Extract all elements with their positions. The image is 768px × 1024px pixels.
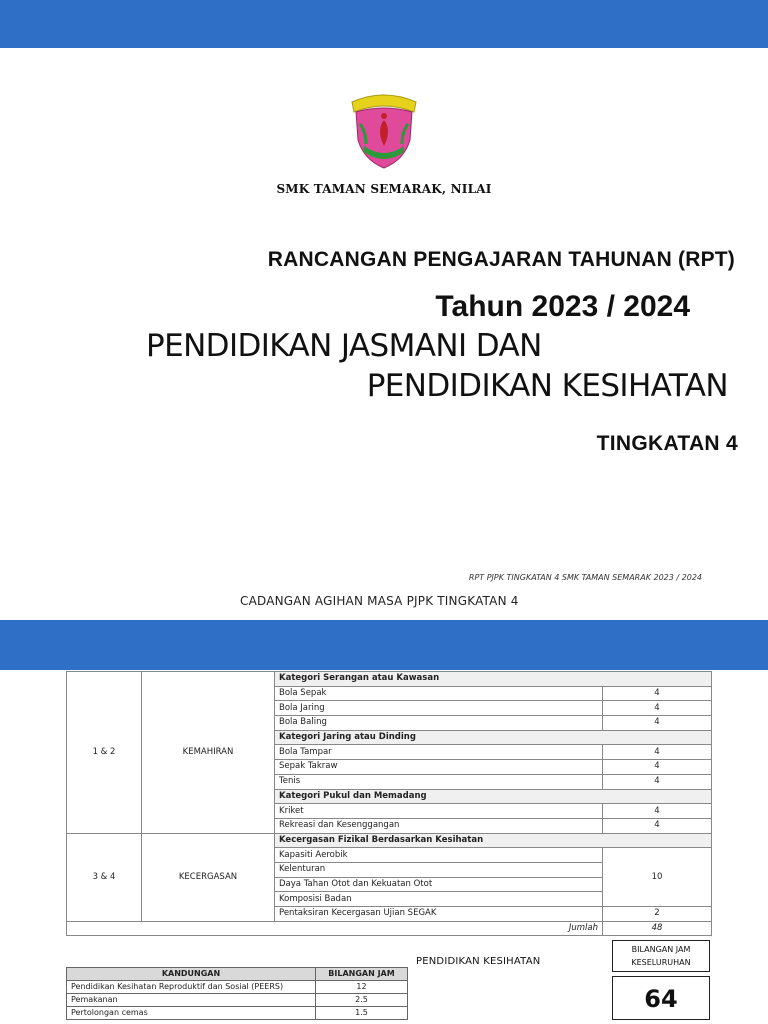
- hours-value: 4: [603, 701, 712, 716]
- column-header: BILANGAN JAM: [316, 968, 408, 981]
- total-row: [67, 921, 712, 936]
- hours-value: 12: [316, 981, 408, 994]
- activity-name: Sepak Takraw: [275, 760, 603, 775]
- hours-value: 4: [603, 774, 712, 789]
- page-break-banner: [0, 620, 768, 670]
- hours-value: 4: [603, 745, 712, 760]
- activity-name: Kelenturan: [275, 862, 603, 877]
- school-name: SMK TAMAN SEMARAK, NILAI: [276, 182, 492, 196]
- category-header: Kategori Pukul dan Memadang: [275, 789, 712, 804]
- activity-name: Kapasiti Aerobik: [275, 848, 603, 863]
- total-hours-value: 64: [612, 976, 710, 1020]
- hours-value: 1.5: [316, 1007, 408, 1020]
- category-header: Kategori Serangan atau Kawasan: [275, 672, 712, 687]
- topic-numbers: 3 & 4: [67, 833, 142, 921]
- time-allocation-table: [66, 671, 712, 936]
- activity-name: Pentaksiran Kecergasan Ujian SEGAK: [275, 907, 603, 922]
- school-crest-logo: [344, 90, 424, 170]
- topic-numbers: 1 & 2: [67, 672, 142, 834]
- activity-name: Daya Tahan Otot dan Kekuatan Otot: [275, 877, 603, 892]
- hours-value: 4: [603, 716, 712, 731]
- section-title: CADANGAN AGIHAN MASA PJPK TINGKATAN 4: [240, 594, 519, 608]
- hours-value: 10: [603, 848, 712, 907]
- activity-name: Rekreasi dan Kesenggangan: [275, 818, 603, 833]
- activity-name: Tenis: [275, 774, 603, 789]
- subject-line-2: PENDIDIKAN KESIHATAN: [366, 368, 728, 404]
- activity-name: Bola Tampar: [275, 745, 603, 760]
- table-row: [67, 981, 408, 994]
- hours-value: 4: [603, 804, 712, 819]
- table-row: [67, 672, 712, 687]
- table-row: [67, 833, 712, 848]
- activity-name: Kriket: [275, 804, 603, 819]
- hours-value: 4: [603, 760, 712, 775]
- total-value: 48: [603, 921, 712, 936]
- health-education-title: PENDIDIKAN KESIHATAN: [416, 956, 541, 967]
- total-hours-label: BILANGAN JAM KESELURUHAN: [612, 940, 710, 972]
- activity-name: Bola Baling: [275, 716, 603, 731]
- table-row: [67, 994, 408, 1007]
- activity-name: Bola Jaring: [275, 701, 603, 716]
- health-content-table: [66, 967, 408, 1020]
- table-header-row: [67, 968, 408, 981]
- hours-value: 4: [603, 686, 712, 701]
- activity-name: Bola Sepak: [275, 686, 603, 701]
- academic-year: Tahun 2023 / 2024: [435, 290, 690, 323]
- page-header-note: RPT PJPK TINGKATAN 4 SMK TAMAN SEMARAK 2023 / 2024: [468, 573, 702, 582]
- hours-value: 2: [603, 907, 712, 922]
- category-header: Kecergasan Fizikal Berdasarkan Kesihatan: [275, 833, 712, 848]
- activity-name: Komposisi Badan: [275, 892, 603, 907]
- area-name: KECERGASAN: [142, 833, 275, 921]
- top-banner: [0, 0, 768, 48]
- category-header: Kategori Jaring atau Dinding: [275, 730, 712, 745]
- column-header: KANDUNGAN: [67, 968, 316, 981]
- content-name: Pertolongan cemas: [67, 1007, 316, 1020]
- area-name: KEMAHIRAN: [142, 672, 275, 834]
- document-title: RANCANGAN PENGAJARAN TAHUNAN (RPT): [267, 248, 735, 271]
- form-level: TINGKATAN 4: [596, 432, 738, 455]
- hours-value: 4: [603, 818, 712, 833]
- hours-value: 2.5: [316, 994, 408, 1007]
- content-name: Pendidikan Kesihatan Reproduktif dan Sosial (PEERS): [67, 981, 316, 994]
- subject-line-1: PENDIDIKAN JASMANI DAN: [146, 328, 542, 364]
- table-row: [67, 1007, 408, 1020]
- content-name: Pemakanan: [67, 994, 316, 1007]
- total-label: Jumlah: [67, 921, 603, 936]
